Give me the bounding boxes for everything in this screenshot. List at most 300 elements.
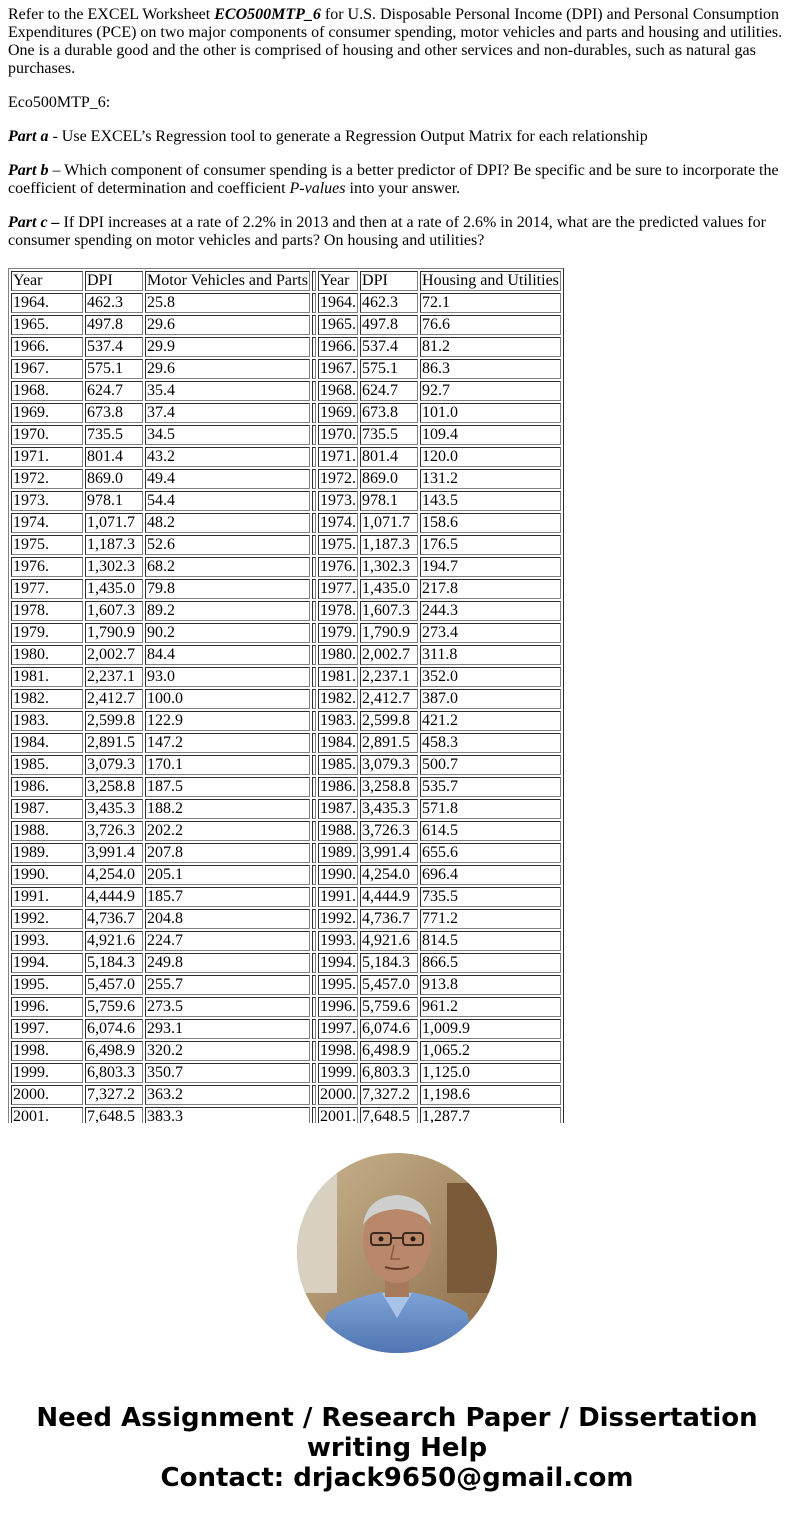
column-separator bbox=[312, 645, 316, 665]
column-separator bbox=[312, 513, 316, 533]
cell-housing-utilities: 352.0 bbox=[420, 667, 561, 687]
cell-housing-utilities: 961.2 bbox=[420, 997, 561, 1017]
cell-housing-utilities: 131.2 bbox=[420, 469, 561, 489]
cell-housing-utilities: 81.2 bbox=[420, 337, 561, 357]
cell-dpi-2: 575.1 bbox=[360, 359, 418, 379]
table-row bbox=[11, 359, 561, 379]
cell-year-2: 1979. bbox=[320, 624, 357, 641]
column-separator bbox=[312, 535, 316, 555]
cell-dpi-2: 1,187.3 bbox=[360, 535, 418, 555]
cell-year: 1968. bbox=[11, 381, 83, 401]
cell-housing-utilities: 771.2 bbox=[420, 909, 561, 929]
table-row bbox=[11, 843, 561, 863]
table-row bbox=[11, 1019, 561, 1039]
cell-year-2: 1965. bbox=[320, 316, 357, 333]
cell-year: 1990. bbox=[11, 865, 83, 885]
cell-dpi: 462.3 bbox=[85, 293, 143, 313]
cell-dpi: 4,921.6 bbox=[85, 931, 143, 951]
column-separator bbox=[312, 447, 316, 467]
cell-dpi-2: 3,991.4 bbox=[360, 843, 418, 863]
cell-housing-utilities: 273.4 bbox=[420, 623, 561, 643]
column-separator bbox=[312, 469, 316, 489]
column-separator bbox=[312, 975, 316, 995]
cell-motor-vehicles: 205.1 bbox=[145, 865, 310, 885]
cell-dpi-2: 2,412.7 bbox=[360, 689, 418, 709]
cell-year-2: 1978. bbox=[320, 602, 357, 619]
cell-dpi-2: 1,435.0 bbox=[360, 579, 418, 599]
ad-line-1: Need Assignment / Research Paper / Dissertation bbox=[36, 1403, 758, 1433]
cell-dpi: 537.4 bbox=[85, 337, 143, 357]
cell-motor-vehicles: 363.2 bbox=[145, 1085, 310, 1105]
cell-dpi-2: 3,079.3 bbox=[360, 755, 418, 775]
cell-dpi: 673.8 bbox=[85, 403, 143, 423]
cell-housing-utilities: 311.8 bbox=[420, 645, 561, 665]
cell-year-2: 1964. bbox=[320, 294, 357, 311]
cell-year: 1967. bbox=[11, 359, 83, 379]
cell-year-2: 1976. bbox=[320, 558, 357, 575]
column-separator bbox=[312, 953, 316, 973]
header-dpi: DPI bbox=[85, 271, 143, 291]
cell-year: 1965. bbox=[11, 315, 83, 335]
table-row bbox=[11, 557, 561, 577]
cell-year: 1984. bbox=[11, 733, 83, 753]
cell-year: 1970. bbox=[11, 425, 83, 445]
cell-housing-utilities: 1,009.9 bbox=[420, 1019, 561, 1039]
ad-contact[interactable]: Contact: drjack9650@gmail.com bbox=[160, 1463, 634, 1493]
part-a-paragraph bbox=[8, 128, 786, 146]
cell-dpi: 3,991.4 bbox=[85, 843, 143, 863]
column-separator bbox=[312, 425, 316, 445]
cell-dpi-2: 537.4 bbox=[360, 337, 418, 357]
table-row bbox=[11, 513, 561, 533]
cell-motor-vehicles: 350.7 bbox=[145, 1063, 310, 1083]
column-separator bbox=[312, 337, 316, 357]
table-row bbox=[11, 711, 561, 731]
cell-dpi: 6,074.6 bbox=[85, 1019, 143, 1039]
header-year-2: Year bbox=[318, 271, 358, 291]
cell-motor-vehicles: 54.4 bbox=[145, 491, 310, 511]
cell-dpi: 7,648.5 bbox=[85, 1107, 143, 1123]
table-row bbox=[11, 403, 561, 423]
table-row bbox=[11, 667, 561, 687]
cell-housing-utilities: 866.5 bbox=[420, 953, 561, 973]
cell-year: 1983. bbox=[11, 711, 83, 731]
header-housing-utilities: Housing and Utilities bbox=[422, 272, 559, 289]
cell-motor-vehicles: 185.7 bbox=[145, 887, 310, 907]
cell-year-2: 1975. bbox=[320, 536, 357, 553]
cell-dpi-2: 5,759.6 bbox=[360, 997, 418, 1017]
cell-year-2: 1971. bbox=[320, 448, 357, 465]
cell-year: 1988. bbox=[11, 821, 83, 841]
cell-year: 2000. bbox=[11, 1085, 83, 1105]
table-row bbox=[11, 689, 561, 709]
cell-motor-vehicles: 90.2 bbox=[145, 623, 310, 643]
part-c-text: If DPI increases at a rate of 2.2% in 2013 and then at a rate of 2.6% in 2014, what are the predicted values for consumer spending on motor vehicles and parts? On housing and utilities? bbox=[8, 214, 766, 249]
cell-year: 1973. bbox=[11, 491, 83, 511]
cell-housing-utilities: 176.5 bbox=[420, 535, 561, 555]
cell-dpi: 1,790.9 bbox=[85, 623, 143, 643]
cell-dpi: 2,002.7 bbox=[85, 645, 143, 665]
cell-dpi: 4,254.0 bbox=[85, 865, 143, 885]
cell-year: 1976. bbox=[11, 557, 83, 577]
table-row bbox=[11, 601, 561, 621]
table-row bbox=[11, 997, 561, 1017]
cell-year: 1987. bbox=[11, 799, 83, 819]
table-row bbox=[11, 733, 561, 753]
cell-dpi-2: 4,921.6 bbox=[360, 931, 418, 951]
cell-year-2: 1985. bbox=[320, 756, 357, 773]
cell-year: 1978. bbox=[11, 601, 83, 621]
cell-dpi-2: 869.0 bbox=[360, 469, 418, 489]
cell-dpi: 2,237.1 bbox=[85, 667, 143, 687]
cell-year: 1989. bbox=[11, 843, 83, 863]
intro-text: for U.S. Disposable Personal Income (DPI) and Personal Consumption Expenditures (PCE) on two major components of consumer spending, motor vehicles and parts and housing and utilities. One is a durable good and the other is comprised of housing and other services and non-durables, such as natural gas purchases. bbox=[8, 6, 783, 77]
table-row bbox=[11, 337, 561, 357]
cell-year: 1995. bbox=[11, 975, 83, 995]
cell-year-2: 1998. bbox=[320, 1042, 357, 1059]
part-b-paragraph bbox=[8, 162, 786, 198]
cell-dpi: 801.4 bbox=[85, 447, 143, 467]
column-separator bbox=[312, 601, 316, 621]
cell-dpi: 624.7 bbox=[85, 381, 143, 401]
sheet-label: Eco500MTP_6: bbox=[8, 94, 111, 111]
cell-year: 1985. bbox=[11, 755, 83, 775]
column-separator bbox=[312, 315, 316, 335]
cell-year: 1986. bbox=[11, 777, 83, 797]
part-b-text1: – Which component of consumer spending is a better predictor of DPI? Be specific and be sure to incorporate the coefficient of determination and coefficient bbox=[8, 162, 779, 197]
cell-motor-vehicles: 25.8 bbox=[145, 293, 310, 313]
table-row bbox=[11, 293, 561, 313]
column-separator bbox=[312, 711, 316, 731]
cell-dpi-2: 6,074.6 bbox=[360, 1019, 418, 1039]
cell-housing-utilities: 101.0 bbox=[420, 403, 561, 423]
cell-dpi: 978.1 bbox=[85, 491, 143, 511]
cell-motor-vehicles: 29.9 bbox=[145, 337, 310, 357]
cell-dpi: 5,184.3 bbox=[85, 953, 143, 973]
avatar bbox=[297, 1153, 497, 1353]
cell-dpi: 497.8 bbox=[85, 315, 143, 335]
column-separator bbox=[312, 403, 316, 423]
ad-banner bbox=[0, 1403, 794, 1493]
cell-motor-vehicles: 202.2 bbox=[145, 821, 310, 841]
column-separator bbox=[312, 865, 316, 885]
cell-year-2: 1970. bbox=[320, 426, 357, 443]
cell-year-2: 1999. bbox=[320, 1064, 357, 1081]
cell-motor-vehicles: 187.5 bbox=[145, 777, 310, 797]
cell-year-2: 1992. bbox=[320, 910, 357, 927]
cell-dpi: 575.1 bbox=[85, 359, 143, 379]
table-row bbox=[11, 623, 561, 643]
cell-year: 1981. bbox=[11, 667, 83, 687]
cell-dpi-2: 462.3 bbox=[360, 293, 418, 313]
cell-dpi-2: 1,790.9 bbox=[360, 623, 418, 643]
cell-dpi-2: 1,071.7 bbox=[360, 513, 418, 533]
column-separator bbox=[312, 381, 316, 401]
column-separator bbox=[312, 755, 316, 775]
cell-dpi-2: 2,599.8 bbox=[360, 711, 418, 731]
cell-dpi-2: 2,891.5 bbox=[360, 733, 418, 753]
column-separator bbox=[312, 909, 316, 929]
cell-dpi-2: 2,002.7 bbox=[360, 645, 418, 665]
cell-dpi: 3,726.3 bbox=[85, 821, 143, 841]
cell-dpi-2: 5,184.3 bbox=[360, 953, 418, 973]
column-separator bbox=[312, 271, 316, 291]
cell-motor-vehicles: 48.2 bbox=[145, 513, 310, 533]
cell-dpi: 1,302.3 bbox=[85, 557, 143, 577]
cell-housing-utilities: 814.5 bbox=[420, 931, 561, 951]
cell-housing-utilities: 92.7 bbox=[420, 381, 561, 401]
avatar-photo bbox=[297, 1153, 497, 1353]
cell-housing-utilities: 535.7 bbox=[420, 777, 561, 797]
cell-motor-vehicles: 147.2 bbox=[145, 733, 310, 753]
cell-year: 1969. bbox=[11, 403, 83, 423]
cell-dpi-2: 801.4 bbox=[360, 447, 418, 467]
worksheet-name: ECO500MTP_6 bbox=[214, 6, 321, 23]
cell-motor-vehicles: 273.5 bbox=[145, 997, 310, 1017]
cell-dpi: 2,599.8 bbox=[85, 711, 143, 731]
cell-housing-utilities: 421.2 bbox=[420, 711, 561, 731]
cell-year: 1999. bbox=[11, 1063, 83, 1083]
cell-year-2: 1969. bbox=[320, 404, 357, 421]
column-separator bbox=[312, 359, 316, 379]
cell-dpi-2: 497.8 bbox=[360, 315, 418, 335]
cell-motor-vehicles: 122.9 bbox=[145, 711, 310, 731]
part-a-text: - Use EXCEL’s Regression tool to generate a Regression Output Matrix for each relationship bbox=[48, 128, 648, 145]
cell-year: 1991. bbox=[11, 887, 83, 907]
cell-year-2: 1966. bbox=[320, 338, 357, 355]
cell-year-2: 1984. bbox=[320, 734, 357, 751]
column-separator bbox=[312, 799, 316, 819]
cell-dpi-2: 735.5 bbox=[360, 425, 418, 445]
cell-year-2: 2001. bbox=[318, 1107, 358, 1123]
table-header-row bbox=[11, 271, 561, 291]
table-row bbox=[11, 975, 561, 995]
cell-year-2: 1993. bbox=[320, 932, 357, 949]
cell-motor-vehicles: 100.0 bbox=[145, 689, 310, 709]
cell-dpi: 1,187.3 bbox=[85, 535, 143, 555]
cell-year-2: 1997. bbox=[320, 1020, 357, 1037]
part-b-label: Part b bbox=[8, 162, 49, 179]
cell-dpi: 2,891.5 bbox=[85, 733, 143, 753]
cell-housing-utilities: 913.8 bbox=[420, 975, 561, 995]
cell-year: 1966. bbox=[11, 337, 83, 357]
cell-dpi: 7,327.2 bbox=[85, 1085, 143, 1105]
cell-housing-utilities: 86.3 bbox=[420, 359, 561, 379]
cell-housing-utilities: 194.7 bbox=[420, 557, 561, 577]
cell-year: 1975. bbox=[11, 535, 83, 555]
cell-year-2: 1981. bbox=[320, 668, 357, 685]
cell-dpi-2: 1,302.3 bbox=[360, 557, 418, 577]
column-separator bbox=[312, 1063, 316, 1083]
cell-dpi: 869.0 bbox=[85, 469, 143, 489]
table-row bbox=[11, 821, 561, 841]
cell-year: 1996. bbox=[11, 997, 83, 1017]
cell-year-2: 1987. bbox=[320, 800, 357, 817]
cell-year: 1972. bbox=[11, 469, 83, 489]
cell-housing-utilities: 696.4 bbox=[420, 865, 561, 885]
cell-year-2: 1968. bbox=[320, 382, 357, 399]
header-year: Year bbox=[11, 271, 83, 291]
cell-motor-vehicles: 43.2 bbox=[145, 447, 310, 467]
column-separator bbox=[312, 1019, 316, 1039]
cell-dpi-2: 3,726.3 bbox=[360, 821, 418, 841]
table-row bbox=[11, 535, 561, 555]
table-row bbox=[11, 447, 561, 467]
column-separator bbox=[312, 887, 316, 907]
column-separator bbox=[312, 821, 316, 841]
cell-year: 1992. bbox=[11, 909, 83, 929]
table-row bbox=[11, 645, 561, 665]
cell-dpi-2: 1,607.3 bbox=[360, 601, 418, 621]
intro-prefix: Refer to the EXCEL Worksheet bbox=[8, 6, 215, 23]
cell-motor-vehicles: 29.6 bbox=[145, 315, 310, 335]
cell-motor-vehicles: 84.4 bbox=[145, 645, 310, 665]
cell-housing-utilities: 655.6 bbox=[420, 843, 561, 863]
cell-year-2: 1973. bbox=[320, 492, 357, 509]
cell-year-2: 2000. bbox=[320, 1086, 357, 1103]
cell-housing-utilities: 109.4 bbox=[420, 425, 561, 445]
cell-dpi: 4,736.7 bbox=[85, 909, 143, 929]
cell-dpi: 5,759.6 bbox=[85, 997, 143, 1017]
cell-housing-utilities: 120.0 bbox=[420, 447, 561, 467]
table-row bbox=[11, 425, 561, 445]
column-separator bbox=[312, 491, 316, 511]
column-separator bbox=[312, 1041, 316, 1061]
cell-dpi: 1,435.0 bbox=[85, 579, 143, 599]
table-row bbox=[11, 909, 561, 929]
cell-year-2: 1977. bbox=[320, 580, 357, 597]
part-c-label: Part c – bbox=[8, 214, 60, 231]
table-row bbox=[11, 755, 561, 775]
cell-dpi-2: 4,736.7 bbox=[360, 909, 418, 929]
cell-housing-utilities: 158.6 bbox=[420, 513, 561, 533]
column-separator bbox=[312, 623, 316, 643]
cell-motor-vehicles: 207.8 bbox=[145, 843, 310, 863]
cell-housing-utilities: 217.8 bbox=[420, 579, 561, 599]
cell-year: 2001. bbox=[11, 1107, 83, 1123]
cell-year: 1974. bbox=[11, 513, 83, 533]
cell-housing-utilities: 1,065.2 bbox=[420, 1041, 561, 1061]
cell-dpi: 4,444.9 bbox=[85, 887, 143, 907]
table-row bbox=[11, 491, 561, 511]
column-separator bbox=[312, 579, 316, 599]
cell-year: 1993. bbox=[11, 931, 83, 951]
cell-motor-vehicles: 224.7 bbox=[145, 931, 310, 951]
cell-year: 1971. bbox=[11, 447, 83, 467]
cell-dpi: 3,258.8 bbox=[85, 777, 143, 797]
column-separator bbox=[312, 1085, 316, 1105]
cell-motor-vehicles: 52.6 bbox=[145, 535, 310, 555]
cell-housing-utilities: 458.3 bbox=[420, 733, 561, 753]
cell-dpi: 2,412.7 bbox=[85, 689, 143, 709]
cell-housing-utilities: 1,287.7 bbox=[420, 1107, 561, 1123]
cell-dpi-2: 7,327.2 bbox=[360, 1085, 418, 1105]
column-separator bbox=[312, 931, 316, 951]
cell-motor-vehicles: 79.8 bbox=[145, 579, 310, 599]
cell-dpi-2: 673.8 bbox=[360, 403, 418, 423]
cell-year-2: 1972. bbox=[320, 470, 357, 487]
cell-dpi-2: 6,803.3 bbox=[360, 1063, 418, 1083]
cell-housing-utilities: 387.0 bbox=[420, 689, 561, 709]
cell-motor-vehicles: 188.2 bbox=[145, 799, 310, 819]
cell-housing-utilities: 500.7 bbox=[420, 755, 561, 775]
cell-year-2: 1967. bbox=[320, 360, 357, 377]
cell-motor-vehicles: 37.4 bbox=[145, 403, 310, 423]
table-row bbox=[11, 469, 561, 489]
cell-year: 1997. bbox=[11, 1019, 83, 1039]
cell-housing-utilities: 1,198.6 bbox=[420, 1085, 561, 1105]
cell-year-2: 1982. bbox=[320, 690, 357, 707]
ad-line-2: writing Help bbox=[306, 1433, 488, 1463]
cell-housing-utilities: 614.5 bbox=[420, 821, 561, 841]
cell-dpi-2: 624.7 bbox=[360, 381, 418, 401]
cell-motor-vehicles: 320.2 bbox=[145, 1041, 310, 1061]
cell-year: 1994. bbox=[11, 953, 83, 973]
table-row bbox=[11, 953, 561, 973]
cell-motor-vehicles: 29.6 bbox=[145, 359, 310, 379]
column-separator bbox=[312, 293, 316, 313]
cell-housing-utilities: 244.3 bbox=[420, 601, 561, 621]
column-separator bbox=[312, 777, 316, 797]
cell-motor-vehicles: 383.3 bbox=[145, 1107, 310, 1123]
table-row bbox=[11, 931, 561, 951]
cell-year: 1998. bbox=[11, 1041, 83, 1061]
cell-housing-utilities: 735.5 bbox=[420, 887, 561, 907]
cell-dpi-2: 3,435.3 bbox=[360, 799, 418, 819]
header-motor-vehicles: Motor Vehicles and Parts bbox=[147, 272, 309, 289]
column-separator bbox=[312, 667, 316, 687]
cell-year-2: 1994. bbox=[320, 954, 357, 971]
intro-paragraph bbox=[8, 6, 786, 78]
part-a-label: Part a bbox=[8, 128, 49, 145]
cell-year: 1977. bbox=[11, 579, 83, 599]
cell-dpi: 3,079.3 bbox=[85, 755, 143, 775]
cell-dpi-2: 7,648.5 bbox=[360, 1107, 418, 1123]
part-b-pvalues: P-values bbox=[289, 180, 346, 197]
cell-year: 1979. bbox=[11, 623, 83, 643]
table-row bbox=[11, 579, 561, 599]
cell-motor-vehicles: 49.4 bbox=[145, 469, 310, 489]
cell-dpi-2: 2,237.1 bbox=[360, 667, 418, 687]
cell-motor-vehicles: 170.1 bbox=[145, 755, 310, 775]
cell-year: 1980. bbox=[11, 645, 83, 665]
cell-year-2: 1991. bbox=[320, 888, 357, 905]
cell-dpi: 1,071.7 bbox=[85, 513, 143, 533]
cell-housing-utilities: 76.6 bbox=[420, 315, 561, 335]
part-b-text2: into your answer. bbox=[345, 180, 461, 197]
cell-motor-vehicles: 93.0 bbox=[145, 667, 310, 687]
table-row bbox=[11, 1107, 561, 1123]
table-row bbox=[11, 799, 561, 819]
cell-motor-vehicles: 255.7 bbox=[145, 975, 310, 995]
table-row bbox=[11, 315, 561, 335]
column-separator bbox=[312, 557, 316, 577]
cell-motor-vehicles: 35.4 bbox=[145, 381, 310, 401]
cell-housing-utilities: 1,125.0 bbox=[420, 1063, 561, 1083]
table-row bbox=[11, 1085, 561, 1105]
cell-year-2: 1988. bbox=[320, 822, 357, 839]
cell-housing-utilities: 571.8 bbox=[420, 799, 561, 819]
cell-dpi: 3,435.3 bbox=[85, 799, 143, 819]
cell-dpi-2: 978.1 bbox=[360, 491, 418, 511]
cell-year-2: 1989. bbox=[320, 844, 357, 861]
cell-year-2: 1996. bbox=[320, 998, 357, 1015]
column-separator bbox=[312, 843, 316, 863]
cell-dpi-2: 5,457.0 bbox=[360, 975, 418, 995]
cell-dpi: 6,498.9 bbox=[85, 1041, 143, 1061]
cell-motor-vehicles: 89.2 bbox=[145, 601, 310, 621]
part-c-paragraph bbox=[8, 214, 786, 250]
